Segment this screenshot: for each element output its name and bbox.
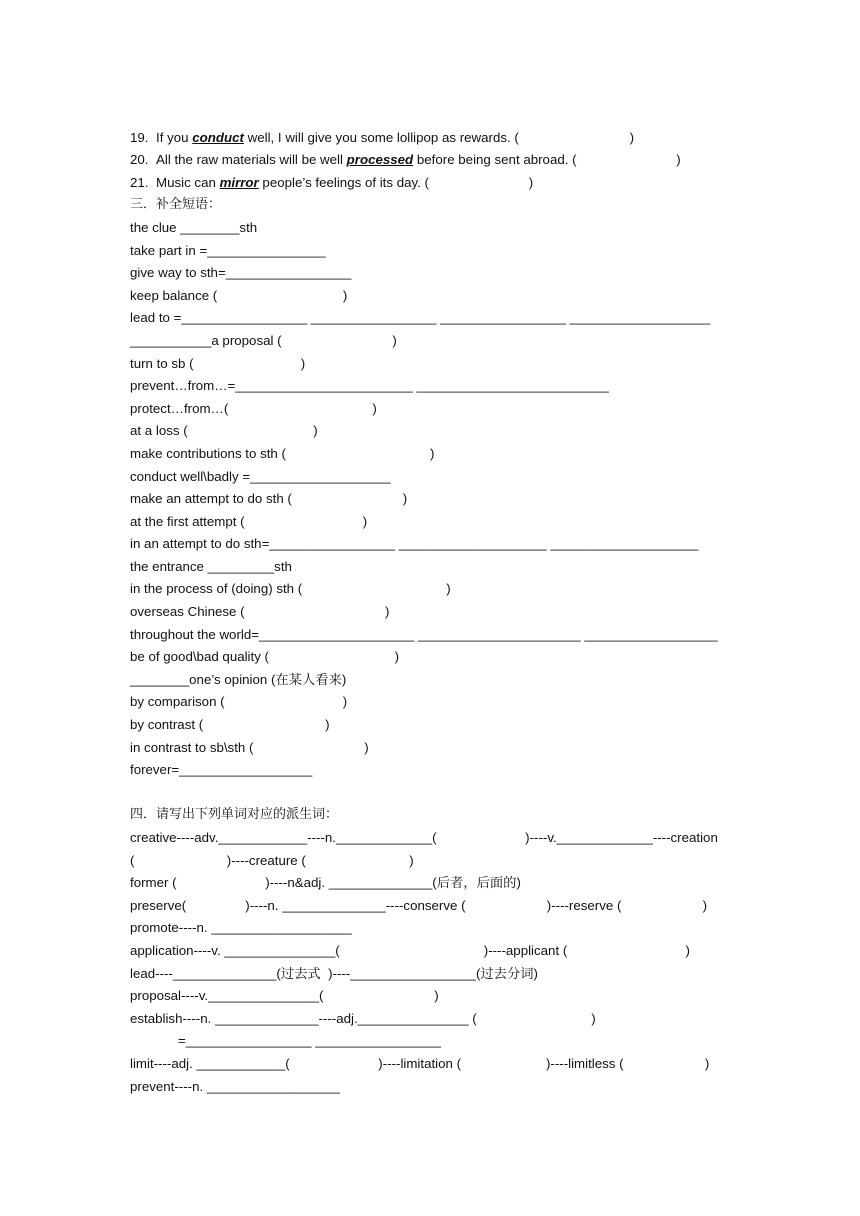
derivative-line[interactable]: ( )----creature ( ) [130, 852, 414, 868]
derivative-line[interactable]: application----v. _______________( )----applicant ( ) [130, 942, 690, 958]
sentence-number: 19. [130, 129, 149, 145]
sentence-text-before: Music can [156, 174, 220, 190]
phrase-line[interactable]: in the process of (doing) sth ( ) [130, 581, 451, 597]
derivative-line[interactable]: establish----n. ______________----adj._______________ ( ) [130, 1010, 596, 1026]
sentence-number: 20. [130, 152, 149, 168]
phrase-line[interactable]: keep balance ( ) [130, 287, 348, 303]
phrase-line[interactable]: the clue ________sth [130, 219, 258, 235]
phrase-line[interactable]: conduct well\badly =___________________ [130, 468, 391, 484]
phrase-line[interactable]: be of good\bad quality ( ) [130, 649, 400, 665]
derivative-line[interactable]: lead----______________(过去式 )----_________________(过去分词) [130, 965, 538, 981]
derivative-line[interactable]: creative----adv.____________----n._____________( )----v._____________----creation [130, 830, 718, 845]
keyword: conduct [192, 129, 244, 145]
sentence-text-after: people’s feelings of its day. ( ) [258, 174, 534, 190]
derivative-line[interactable]: proposal----v._______________( ) [130, 988, 439, 1004]
phrase-line[interactable]: ___________a proposal ( ) [130, 332, 397, 348]
sentence-text-before: All the raw materials will be well [156, 152, 347, 168]
derivative-line[interactable]: prevent----n. __________________ [130, 1078, 340, 1094]
phrase-line[interactable]: throughout the world=_____________________ ______________________ __________________ [130, 626, 718, 642]
worksheet-page [130, 104, 830, 1098]
derivative-line[interactable]: limit----adj. ____________( )----limitation ( )----limitless ( ) [130, 1055, 710, 1071]
phrase-line[interactable]: at the first attempt ( ) [130, 513, 368, 529]
phrase-line[interactable]: make contributions to sth ( ) [130, 445, 435, 461]
phrase-line[interactable]: lead to =_________________ _________________ _________________ ___________________ [130, 310, 711, 326]
derivative-line[interactable]: preserve( )----n. ______________----conserve ( )----reserve ( ) [130, 897, 708, 913]
section-3-heading: 三．补全短语： [130, 197, 222, 213]
phrase-line[interactable]: turn to sb ( ) [130, 355, 306, 371]
phrase-line[interactable]: by comparison ( ) [130, 694, 348, 710]
phrase-line[interactable]: forever=__________________ [130, 762, 313, 778]
sentence-text-before: If you [156, 129, 193, 145]
phrase-line[interactable]: in contrast to sb\sth ( ) [130, 739, 369, 755]
sentence-20 [130, 127, 830, 168]
phrase-line[interactable]: the entrance _________sth [130, 558, 292, 574]
keyword: processed [346, 152, 414, 168]
phrase-line[interactable]: make an attempt to do sth ( ) [130, 491, 408, 507]
sentence-number: 21. [130, 174, 149, 190]
derivative-line[interactable]: former ( )----n&adj. ______________(后者，后面的) [130, 875, 521, 891]
phrase-line[interactable]: prevent…from…=________________________ __________________________ [130, 378, 609, 394]
phrase-line[interactable]: protect…from…( ) [130, 400, 377, 416]
derivative-line[interactable]: promote----n. ___________________ [130, 920, 352, 936]
phrase-line[interactable]: at a loss ( ) [130, 423, 318, 439]
sentence-21 [130, 149, 830, 190]
phrase-line[interactable]: ________one’s opinion (在某人看来) [130, 671, 347, 687]
sentence-text-after: before being sent abroad. ( ) [413, 152, 681, 168]
sentence-19 [130, 104, 830, 145]
phrase-line[interactable]: give way to sth=_________________ [130, 265, 352, 281]
phrase-line[interactable]: in an attempt to do sth=_________________ ____________________ ____________________ [130, 536, 699, 552]
spacer [130, 782, 830, 805]
sentence-text-after: well, I will give you some lollipop as rewards. ( ) [243, 129, 635, 145]
keyword: mirror [219, 174, 259, 190]
section-4-heading: 四．请写出下列单词对应的派生词： [130, 807, 339, 823]
phrase-line[interactable]: by contrast ( ) [130, 717, 330, 733]
phrase-line[interactable]: take part in =________________ [130, 242, 326, 258]
derivative-line[interactable]: =_________________ _________________ [130, 1033, 441, 1049]
phrase-line[interactable]: overseas Chinese ( ) [130, 604, 390, 620]
